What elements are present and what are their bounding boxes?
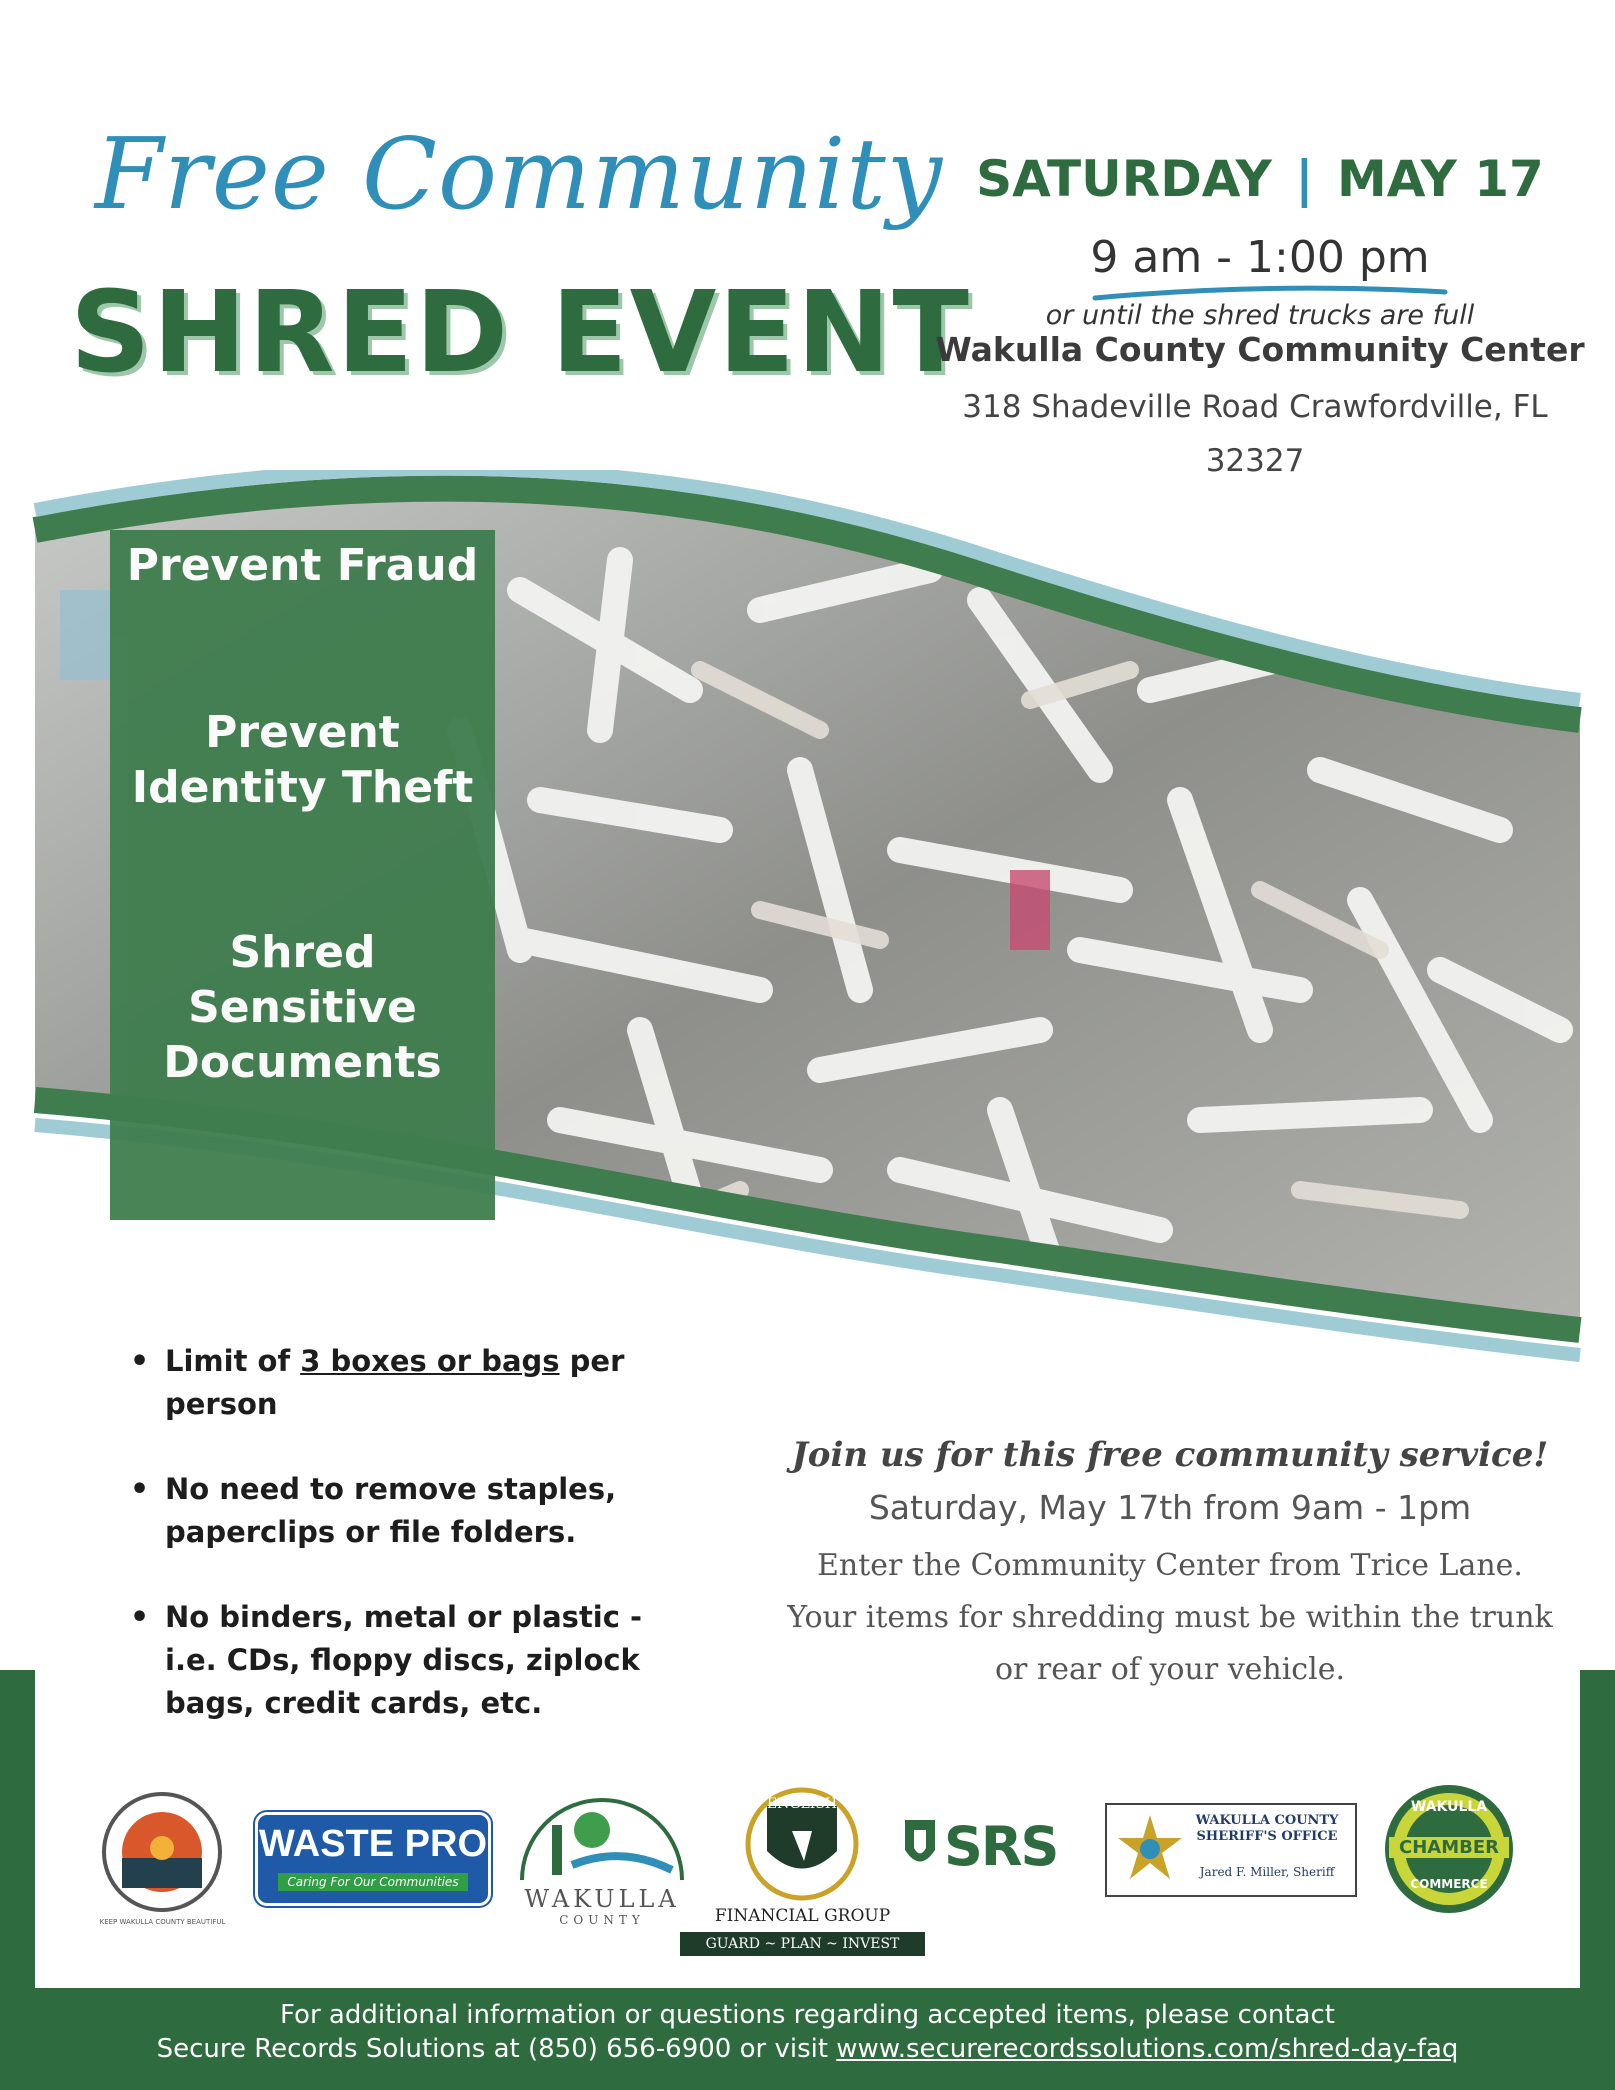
sheriff-office-title: WAKULLA COUNTY SHERIFF'S OFFICE: [1195, 1813, 1339, 1844]
footer-line-2: [0, 2032, 1615, 2066]
faq-link[interactable]: www.securerecordssolutions.com/shred-day-faq: [836, 2034, 1459, 2064]
event-month-day: MAY 17: [1336, 150, 1544, 208]
waste-pro-name: WASTE PRO: [258, 1823, 488, 1865]
benefit-shred-documents: Shred Sensitive Documents: [163, 927, 442, 1088]
chamber-bottom-label: COMMERCE: [1410, 1877, 1488, 1891]
wakulla-label: WAKULLA: [524, 1885, 680, 1913]
venue-name: Wakulla County Community Center: [935, 330, 1585, 369]
rule-box-limit: [125, 1340, 685, 1426]
rule-box-limit-highlight: 3 boxes or bags: [300, 1344, 560, 1378]
event-time: 9 am - 1:00 pm: [1090, 232, 1430, 283]
chamber-mid-label: CHAMBER: [1389, 1837, 1509, 1858]
join-title: Join us for this free community service!: [791, 1435, 1549, 1475]
county-label: COUNTY: [559, 1913, 645, 1927]
kwcb-label: KEEP WAKULLA COUNTY BEAUTIFUL: [99, 1918, 226, 1926]
footer-contact: [0, 1998, 1615, 2066]
srs-label: SRS: [944, 1815, 1058, 1878]
kwcb-logo: [99, 1790, 226, 1926]
benefit-prevent-identity-theft: Prevent Identity Theft: [131, 707, 474, 813]
rule-staples: • No need to remove staples, paperclips or file folders.: [125, 1468, 685, 1554]
address-line-2: 32327: [1205, 443, 1305, 479]
script-title: Free Community: [95, 118, 944, 232]
rule-box-limit-prefix: Limit of: [165, 1344, 301, 1378]
rule-no-binders: • No binders, metal or plastic - i.e. CDs, floppy discs, ziplock bags, credit cards, etc.: [125, 1596, 685, 1725]
english-financial-logo: [680, 1786, 925, 1961]
waste-pro-tagline: Caring For Our Communities: [278, 1873, 468, 1891]
address-line-1: 318 Shadeville Road Crawfordville, FL: [962, 389, 1548, 425]
chamber-top-label: WAKULLA: [1410, 1799, 1488, 1815]
sheriff-name: Jared F. Miller, Sheriff: [1199, 1865, 1335, 1879]
waste-pro-logo: [255, 1812, 491, 1906]
srs-logo: [900, 1815, 1080, 1885]
join-line-1: Enter the Community Center from Trice Lane.: [817, 1548, 1523, 1583]
main-title: SHRED EVENT: [70, 268, 971, 398]
event-day: SATURDAY: [976, 150, 1272, 208]
footer-line-1: For additional information or questions regarding accepted items, please contact: [280, 2000, 1335, 2030]
rule-box-limit-suffix: per person: [165, 1344, 625, 1421]
join-date: Saturday, May 17th from 9am - 1pm: [868, 1488, 1472, 1527]
footer-frame-right: [1580, 1670, 1615, 2010]
event-date: [960, 150, 1560, 208]
benefits-panel: [110, 530, 495, 1220]
rules-list: [125, 1340, 685, 1767]
wakulla-county-logo: [512, 1785, 692, 1925]
footer-frame-left: [0, 1670, 35, 2010]
join-instructions: [730, 1540, 1610, 1696]
sheriff-office-logo: [1105, 1803, 1357, 1897]
until-note: or until the shred trucks are full: [1045, 300, 1475, 331]
join-line-2: Your items for shredding must be within the trunk: [787, 1600, 1553, 1635]
english-tagline: GUARD ~ PLAN ~ INVEST: [680, 1932, 925, 1956]
join-line-3: or rear of your vehicle.: [994, 1652, 1345, 1687]
date-separator: |: [1295, 150, 1314, 208]
chamber-logo: [1385, 1785, 1513, 1913]
footer-line-2-prefix: Secure Records Solutions at (850) 656-6900 or visit: [156, 2034, 837, 2064]
benefit-prevent-fraud: Prevent Fraud: [126, 540, 479, 591]
financial-group-label: FINANCIAL GROUP: [714, 1906, 891, 1926]
english-label: ENGLISH: [766, 1796, 838, 1812]
